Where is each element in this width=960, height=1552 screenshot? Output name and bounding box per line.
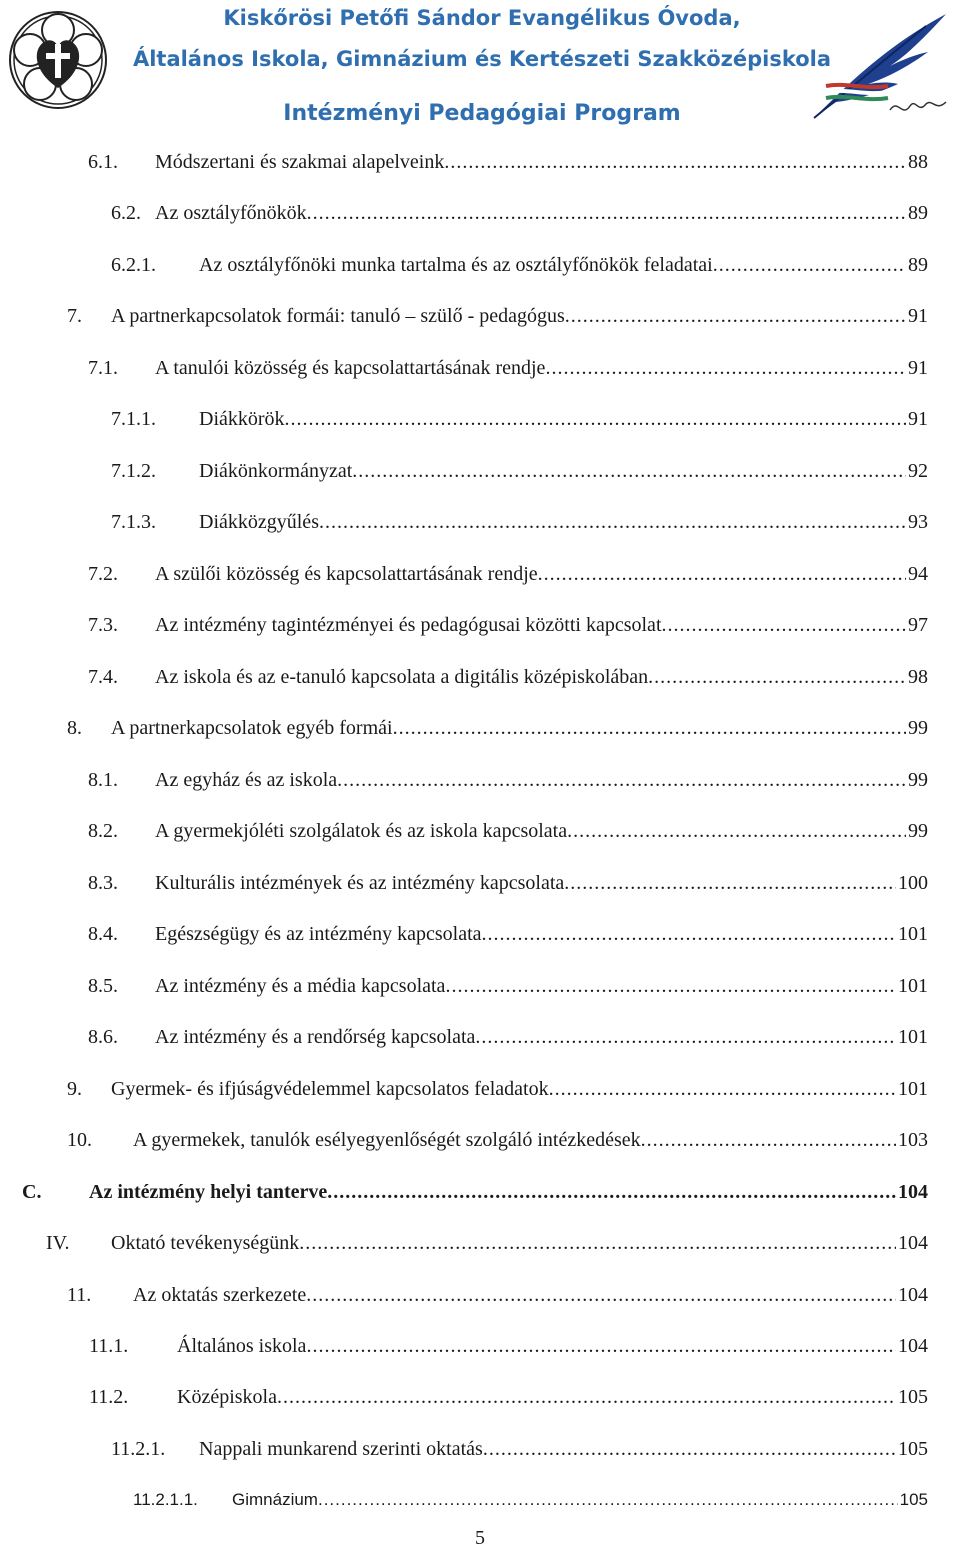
toc-dot-leader bbox=[277, 1385, 896, 1409]
toc-dot-leader bbox=[564, 871, 896, 895]
toc-entry[interactable] bbox=[0, 867, 960, 895]
toc-entry-page: 99 bbox=[908, 820, 928, 842]
toc-entry-number: 8.1. bbox=[88, 769, 118, 791]
toc-dot-leader bbox=[306, 1283, 896, 1307]
toc-entry-title: Az iskola és az e-tanuló kapcsolata a digitális középiskolában bbox=[155, 666, 649, 688]
toc-entry-number: 10. bbox=[67, 1129, 92, 1151]
toc-dot-leader bbox=[662, 613, 907, 637]
toc-dot-leader bbox=[545, 356, 906, 380]
toc-entry-title: A partnerkapcsolatok egyéb formái bbox=[111, 717, 393, 739]
toc-dot-leader bbox=[299, 1231, 896, 1255]
toc-entry-number: 11.1. bbox=[89, 1335, 129, 1357]
toc-entry-title: Egészségügy és az intézmény kapcsolata bbox=[155, 923, 482, 945]
toc-entry-number: 9. bbox=[67, 1078, 82, 1100]
toc-entry[interactable] bbox=[0, 403, 960, 431]
toc-entry-page: 101 bbox=[898, 975, 928, 997]
toc-entry[interactable] bbox=[0, 352, 960, 380]
toc-entry[interactable] bbox=[0, 455, 960, 483]
toc-entry-title: Az intézmény tagintézményei és pedagógusai közötti kapcsolat bbox=[155, 614, 662, 636]
toc-entry-number: C. bbox=[22, 1181, 42, 1203]
quill-feather-signature-icon bbox=[806, 6, 956, 124]
toc-entry-number: 8.6. bbox=[88, 1026, 118, 1048]
toc-entry-number: 6.1. bbox=[88, 151, 118, 173]
toc-dot-leader bbox=[549, 1077, 896, 1101]
toc-entry-title: Az osztályfőnökök bbox=[155, 202, 307, 224]
toc-dot-leader bbox=[641, 1128, 896, 1152]
toc-entry-page: 104 bbox=[898, 1284, 928, 1306]
toc-entry-page: 105 bbox=[899, 1490, 928, 1509]
toc-entry-number: 7. bbox=[67, 305, 82, 327]
toc-entry-title: Középiskola bbox=[177, 1386, 277, 1408]
toc-entry-title: Az oktatás szerkezete bbox=[133, 1284, 307, 1306]
toc-entry[interactable] bbox=[0, 249, 960, 277]
toc-entry[interactable] bbox=[0, 1381, 960, 1409]
toc-dot-leader bbox=[327, 1180, 896, 1204]
toc-entry[interactable] bbox=[0, 764, 960, 792]
toc-entry-number: 7.1. bbox=[88, 357, 118, 379]
toc-entry-number: 11.2.1. bbox=[111, 1438, 166, 1460]
toc-entry-title: Diákközgyűlés bbox=[199, 511, 319, 533]
toc-entry-number: 7.1.2. bbox=[111, 460, 156, 482]
toc-entry-page: 91 bbox=[908, 305, 928, 327]
toc-entry-title: Oktató tevékenységünk bbox=[111, 1232, 300, 1254]
toc-entry[interactable] bbox=[0, 1227, 960, 1255]
toc-entry-title: A gyermekjóléti szolgálatok és az iskola kapcsolata bbox=[155, 820, 568, 842]
toc-entry[interactable] bbox=[0, 661, 960, 689]
toc-dot-leader bbox=[306, 1334, 896, 1358]
toc-entry[interactable] bbox=[0, 1330, 960, 1358]
toc-entry[interactable] bbox=[0, 1176, 960, 1204]
toc-entry-page: 91 bbox=[908, 408, 928, 430]
toc-entry-number: 11.2.1.1. bbox=[133, 1490, 198, 1509]
toc-entry-title: Az osztályfőnöki munka tartalma és az osztályfőnökök feladatai bbox=[199, 254, 713, 276]
toc-entry-number: 11. bbox=[67, 1284, 92, 1306]
toc-entry[interactable] bbox=[0, 609, 960, 637]
toc-dot-leader bbox=[318, 1488, 898, 1512]
toc-entry-page: 89 bbox=[908, 202, 928, 224]
toc-entry-page: 105 bbox=[898, 1438, 928, 1460]
toc-dot-leader bbox=[482, 922, 896, 946]
toc-entry-title: Gyermek- és ifjúságvédelemmel kapcsolatos feladatok bbox=[111, 1078, 549, 1100]
toc-entry[interactable] bbox=[0, 1433, 960, 1461]
toc-entry-number: 7.1.1. bbox=[111, 408, 156, 430]
toc-entry[interactable] bbox=[0, 197, 960, 225]
toc-entry-title: A szülői közösség és kapcsolattartásának rendje bbox=[155, 563, 538, 585]
toc-entry[interactable] bbox=[0, 1124, 960, 1152]
toc-entry[interactable] bbox=[0, 1279, 960, 1307]
toc-entry-number: IV. bbox=[46, 1232, 70, 1254]
toc-entry-title: A partnerkapcsolatok formái: tanuló – szülő - pedagógus bbox=[111, 305, 565, 327]
toc-entry-page: 92 bbox=[908, 460, 928, 482]
toc-entry-number: 6.2. bbox=[111, 202, 141, 224]
toc-entry-page: 99 bbox=[908, 717, 928, 739]
toc-dot-leader bbox=[444, 150, 906, 174]
toc-entry-number: 11.2. bbox=[89, 1386, 129, 1408]
toc-dot-leader bbox=[567, 819, 906, 843]
toc-entry-title: Módszertani és szakmai alapelveink bbox=[155, 151, 445, 173]
toc-entry-page: 94 bbox=[908, 563, 928, 585]
toc-entry-title: Diákönkormányzat bbox=[199, 460, 353, 482]
toc-dot-leader bbox=[538, 562, 906, 586]
toc-entry[interactable] bbox=[0, 1484, 960, 1512]
toc-entry-title: A tanulói közösség és kapcsolattartásának rendje bbox=[155, 357, 546, 379]
toc-entry[interactable] bbox=[0, 712, 960, 740]
toc-entry-page: 101 bbox=[898, 1026, 928, 1048]
toc-entry[interactable] bbox=[0, 970, 960, 998]
header-institution-line-2: Általános Iskola, Gimnázium és Kertészeti Szakközépiskola bbox=[132, 47, 832, 71]
toc-entry-page: 105 bbox=[898, 1386, 928, 1408]
header-program-title: Intézményi Pedagógiai Program bbox=[283, 101, 681, 126]
toc-dot-leader bbox=[307, 201, 906, 225]
toc-entry-title: Az egyház és az iskola bbox=[155, 769, 338, 791]
toc-entry-title: Diákkörök bbox=[199, 408, 285, 430]
toc-entry-title: Az intézmény helyi tanterve bbox=[89, 1181, 328, 1203]
toc-entry-page: 91 bbox=[908, 357, 928, 379]
toc-entry-title: Nappali munkarend szerinti oktatás bbox=[199, 1438, 483, 1460]
toc-entry-page: 93 bbox=[908, 511, 928, 533]
toc-dot-leader bbox=[393, 716, 906, 740]
toc-entry-page: 98 bbox=[908, 666, 928, 688]
toc-dot-leader bbox=[713, 253, 906, 277]
toc-entry-number: 7.3. bbox=[88, 614, 118, 636]
toc-entry-page: 97 bbox=[908, 614, 928, 636]
toc-dot-leader bbox=[337, 768, 906, 792]
header-institution-line-1: Kiskőrösi Petőfi Sándor Evangélikus Óvoda, bbox=[223, 6, 741, 30]
toc-entry-page: 88 bbox=[908, 151, 928, 173]
toc-dot-leader bbox=[352, 459, 906, 483]
toc-entry-page: 104 bbox=[898, 1232, 928, 1254]
toc-entry-number: 8.4. bbox=[88, 923, 118, 945]
toc-entry[interactable] bbox=[0, 918, 960, 946]
toc-entry-page: 100 bbox=[898, 872, 928, 894]
toc-entry-page: 104 bbox=[898, 1181, 928, 1203]
toc-entry-page: 101 bbox=[898, 923, 928, 945]
toc-entry[interactable] bbox=[0, 558, 960, 586]
toc-entry-title: Az intézmény és a média kapcsolata bbox=[155, 975, 446, 997]
toc-dot-leader bbox=[319, 510, 906, 534]
toc-entry[interactable] bbox=[0, 506, 960, 534]
toc-entry-number: 7.1.3. bbox=[111, 511, 156, 533]
toc-entry-number: 8. bbox=[67, 717, 82, 739]
toc-entry[interactable] bbox=[0, 1021, 960, 1049]
toc-entry-title: Az intézmény és a rendőrség kapcsolata bbox=[155, 1026, 476, 1048]
toc-entry-page: 101 bbox=[898, 1078, 928, 1100]
toc-dot-leader bbox=[483, 1437, 896, 1461]
toc-entry[interactable] bbox=[0, 146, 960, 174]
toc-entry[interactable] bbox=[0, 300, 960, 328]
toc-entry-page: 104 bbox=[898, 1335, 928, 1357]
toc-entry-number: 6.2.1. bbox=[111, 254, 156, 276]
toc-entry-title: Kulturális intézmények és az intézmény kapcsolata bbox=[155, 872, 565, 894]
toc-entry-number: 7.2. bbox=[88, 563, 118, 585]
toc-dot-leader bbox=[285, 407, 906, 431]
toc-dot-leader bbox=[565, 304, 906, 328]
page-header bbox=[0, 0, 960, 140]
toc-entry-page: 103 bbox=[898, 1129, 928, 1151]
toc-entry-page: 89 bbox=[908, 254, 928, 276]
page-number: 5 bbox=[475, 1527, 485, 1549]
toc-entry[interactable] bbox=[0, 815, 960, 843]
toc-entry-title: Gimnázium bbox=[232, 1490, 318, 1509]
toc-entry-number: 8.2. bbox=[88, 820, 118, 842]
toc-entry-number: 8.3. bbox=[88, 872, 118, 894]
toc-dot-leader bbox=[445, 974, 896, 998]
toc-entry-title: Általános iskola bbox=[177, 1335, 307, 1357]
toc-entry-number: 7.4. bbox=[88, 666, 118, 688]
toc-dot-leader bbox=[648, 665, 906, 689]
toc-entry-number: 8.5. bbox=[88, 975, 118, 997]
toc-dot-leader bbox=[475, 1025, 896, 1049]
toc-entry[interactable] bbox=[0, 1073, 960, 1101]
toc-entry-title: A gyermekek, tanulók esélyegyenlőségét szolgáló intézkedések bbox=[133, 1129, 641, 1151]
toc-entry-page: 99 bbox=[908, 769, 928, 791]
